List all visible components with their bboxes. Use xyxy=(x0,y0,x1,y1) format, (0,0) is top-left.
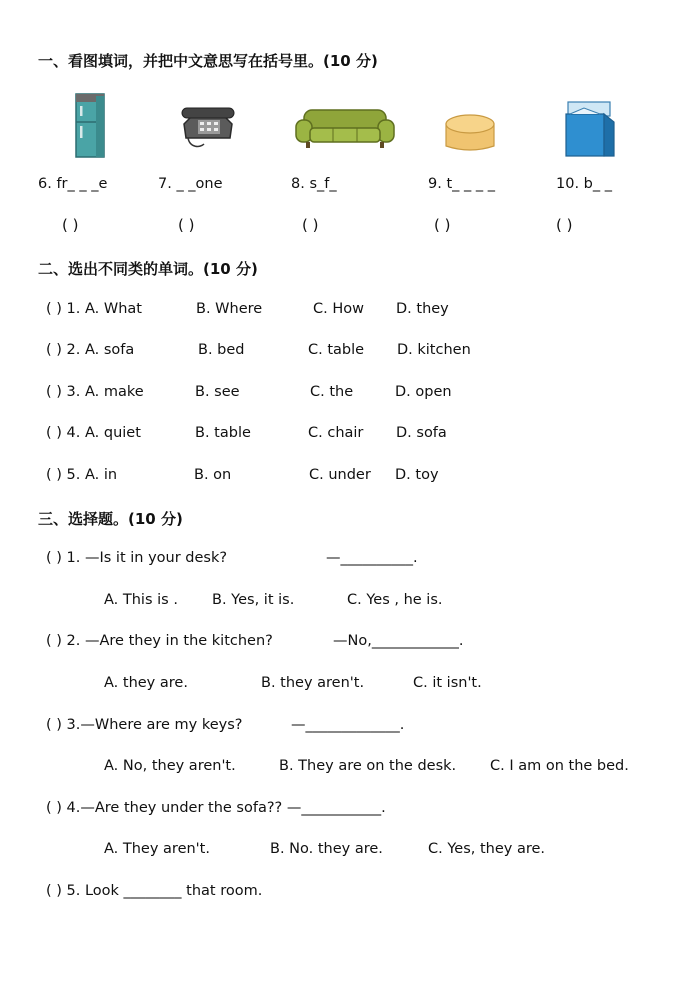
question-text: ( ) 3.—Where are my keys? xyxy=(46,717,243,733)
section3-heading: 三、选择题。(10 分) xyxy=(38,510,183,528)
option-c: C. How xyxy=(313,301,364,317)
choice-a: A. they are. xyxy=(104,675,188,691)
fill-item-7: 7. _ _one xyxy=(158,176,223,192)
answer-paren-6: ( ) xyxy=(62,216,79,234)
choice-c: C. I am on the bed. xyxy=(490,758,629,774)
option-b: B. on xyxy=(194,467,232,483)
option-c: C. table xyxy=(308,342,365,358)
option-d: D. toy xyxy=(395,467,439,483)
option-d: D. open xyxy=(395,384,452,400)
option-b: B. Where xyxy=(196,301,263,317)
choice-c: C. it isn't. xyxy=(413,675,482,691)
option-c: C. chair xyxy=(308,425,364,441)
row-number-a: ( ) 1. A. What xyxy=(46,301,142,317)
fridge-icon xyxy=(70,92,110,160)
fill-item-9: 9. t_ _ _ _ xyxy=(428,176,495,192)
answer-blank: —No,____________. xyxy=(333,633,464,649)
answer-paren-7: ( ) xyxy=(178,216,195,234)
question-text: ( ) 2. —Are they in the kitchen? xyxy=(46,633,273,649)
answer-paren-10: ( ) xyxy=(556,216,573,234)
choice-b: B. No. they are. xyxy=(270,841,383,857)
option-b: B. see xyxy=(195,384,240,400)
row-number-a: ( ) 2. A. sofa xyxy=(46,342,135,358)
option-c: C. the xyxy=(310,384,354,400)
fill-item-6: 6. fr_ _ _e xyxy=(38,176,108,192)
choice-b: B. They are on the desk. xyxy=(279,758,457,774)
answer-blank: —_____________. xyxy=(291,717,405,733)
choice-c: C. Yes , he is. xyxy=(347,592,443,608)
question-text: ( ) 5. Look ________ that room. xyxy=(46,883,263,899)
bed-icon xyxy=(560,98,618,160)
option-b: B. table xyxy=(195,425,251,441)
choice-a: A. This is . xyxy=(104,592,178,608)
question-text: ( ) 4.—Are they under the sofa?? —___________. xyxy=(46,800,386,816)
choice-a: A. They aren't. xyxy=(104,841,210,857)
row-number-a: ( ) 5. A. in xyxy=(46,467,118,483)
row-number-a: ( ) 3. A. make xyxy=(46,384,144,400)
choice-b: B. Yes, it is. xyxy=(212,592,295,608)
option-d: D. they xyxy=(396,301,449,317)
fill-item-8: 8. s_f_ xyxy=(291,176,337,192)
table-icon xyxy=(440,112,500,154)
option-d: D. kitchen xyxy=(397,342,471,358)
question-text: ( ) 1. —Is it in your desk? xyxy=(46,550,228,566)
choice-c: C. Yes, they are. xyxy=(428,841,546,857)
option-c: C. under xyxy=(309,467,371,483)
row-number-a: ( ) 4. A. quiet xyxy=(46,425,141,441)
answer-blank: —__________. xyxy=(326,550,418,566)
choice-a: A. No, they aren't. xyxy=(104,758,236,774)
sofa-icon xyxy=(294,106,396,150)
telephone-icon xyxy=(178,102,238,154)
option-b: B. bed xyxy=(198,342,245,358)
answer-paren-9: ( ) xyxy=(434,216,451,234)
answer-paren-8: ( ) xyxy=(302,216,319,234)
section2-heading: 二、选出不同类的单词。(10 分) xyxy=(38,260,258,278)
section1-heading: 一、看图填词，并把中文意思写在括号里。(10 分) xyxy=(38,52,378,70)
option-d: D. sofa xyxy=(396,425,447,441)
choice-b: B. they aren't. xyxy=(261,675,365,691)
fill-item-10: 10. b_ _ xyxy=(556,176,612,192)
